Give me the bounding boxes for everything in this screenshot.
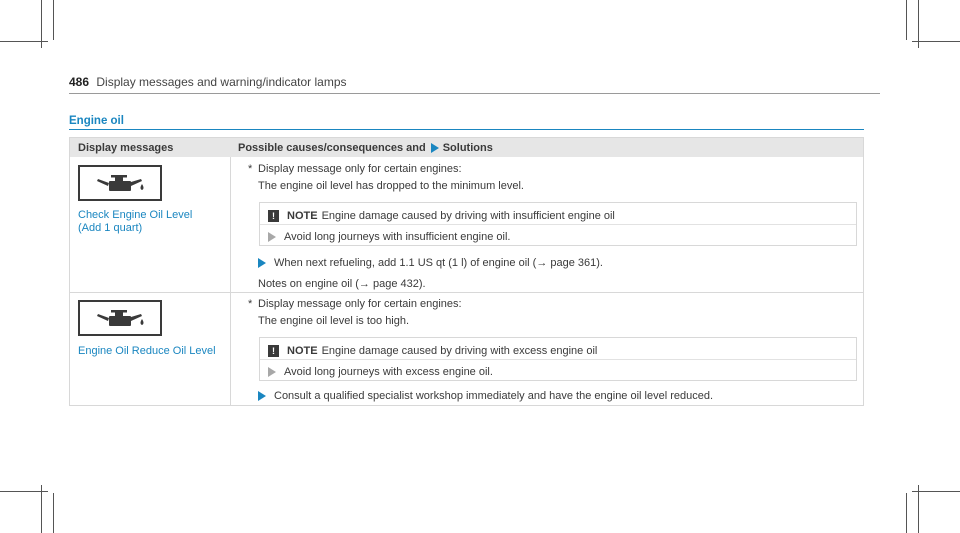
message-line: (Add 1 quart) [78, 222, 143, 234]
column-divider [230, 157, 231, 405]
note-box [259, 202, 857, 246]
note-divider [260, 359, 856, 360]
header-divider [69, 93, 880, 94]
bullet-marker: * [248, 298, 253, 310]
crop-mark [912, 491, 960, 492]
reference-arrow: → [358, 278, 370, 290]
action-arrow-icon [268, 367, 276, 377]
warning-icon: ! [268, 210, 279, 222]
col-header-causes-text: Possible causes/consequences and [238, 142, 426, 154]
bullet-marker: * [248, 163, 253, 175]
note-text: Engine damage caused by driving with excess engine oil [321, 345, 598, 357]
note-header [268, 345, 597, 357]
cause-text: The engine oil level has dropped to the minimum level. [258, 180, 524, 192]
action-arrow-icon [268, 232, 276, 242]
note-action-text: Avoid long journeys with insufficient engine oil. [284, 231, 511, 243]
crop-mark [912, 41, 960, 42]
cause-text: The engine oil level is too high. [258, 315, 410, 327]
col-header-display-messages: Display messages [78, 142, 174, 154]
reference-arrow: → [536, 257, 548, 269]
warning-icon: ! [268, 345, 279, 357]
crop-mark [41, 485, 42, 533]
solution-step: When next refueling, add 1.1 US qt (1 l) of engine oil (→ page 361). [258, 257, 603, 269]
crop-mark [0, 491, 48, 492]
col-header-causes [238, 142, 493, 154]
crop-mark [53, 0, 54, 40]
note-label: NOTE [287, 345, 318, 357]
message-engine-oil-reduce [78, 345, 216, 358]
cause-text: Display message only for certain engines: [258, 163, 462, 175]
crop-mark [53, 493, 54, 533]
page-header-title: Display messages and warning/indicator lamps [96, 75, 347, 89]
section-divider [69, 129, 864, 130]
messages-table [69, 137, 864, 406]
row-divider [70, 292, 863, 293]
action-arrow-icon [258, 391, 266, 401]
message-line: Engine Oil Reduce Oil Level [78, 345, 216, 357]
note-action [268, 366, 493, 378]
solution-step: Consult a qualified specialist workshop immediately and have the engine oil level reduced. [258, 390, 713, 402]
cause-text: Display message only for certain engines: [258, 298, 462, 310]
note-action [268, 231, 510, 243]
note-action-text: Avoid long journeys with excess engine oil. [284, 366, 493, 378]
crop-mark [918, 485, 919, 533]
col-header-solutions-text: Solutions [442, 142, 493, 154]
solution-note: Notes on engine oil (→ page 432). [258, 278, 426, 290]
note-header [268, 210, 615, 222]
crop-mark [0, 41, 48, 42]
table-header [70, 138, 863, 157]
crop-mark [906, 493, 907, 533]
page-number: 486 [69, 75, 90, 89]
crop-mark [906, 0, 907, 40]
message-check-engine-oil [78, 209, 192, 235]
note-box [259, 337, 857, 381]
note-divider [260, 224, 856, 225]
page-header [69, 75, 347, 89]
note-label: NOTE [287, 210, 318, 222]
solution-arrow-icon [431, 143, 439, 153]
oil-can-icon [78, 300, 162, 336]
action-arrow-icon [258, 258, 266, 268]
note-text: Engine damage caused by driving with insufficient engine oil [321, 210, 615, 222]
section-title: Engine oil [69, 115, 124, 127]
oil-can-icon [78, 165, 162, 201]
message-line: Check Engine Oil Level [78, 209, 193, 221]
